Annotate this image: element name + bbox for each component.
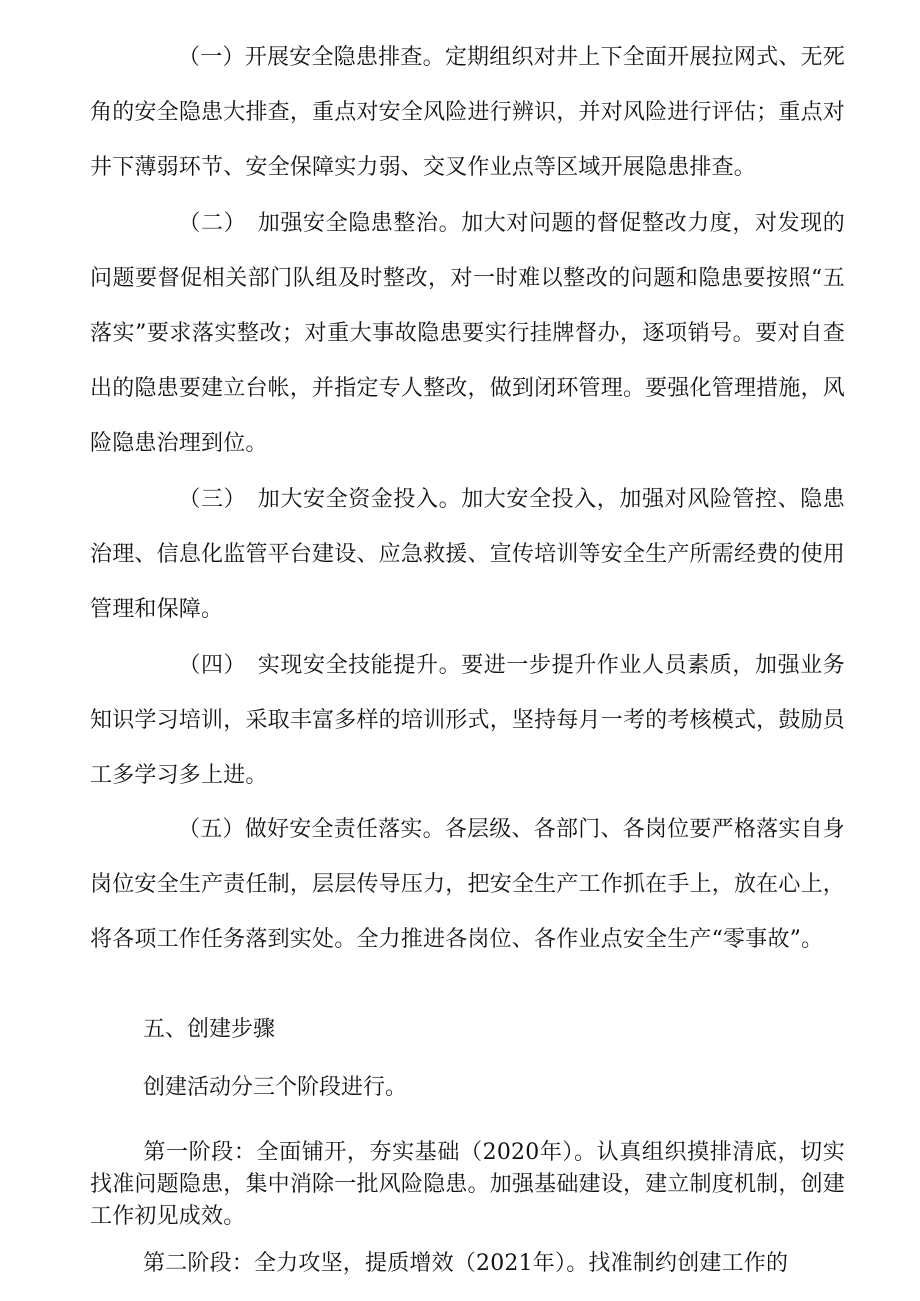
- paragraph-2: （二） 加强安全隐患整治。加大对问题的督促整改力度，对发现的问题要督促相关部门队组及时整改，对一时难以整改的问题和隐患要按照“五落实”要求落实整改；对重大事故隐患要实行挂牌督办，逐项销号。要对自查出的隐患要建立台帐，并指定专人整改，做到闭环管理。要强化管理措施，风险隐患治理到位。: [90, 211, 845, 456]
- stage-2-paragraph: 第二阶段：全力攻坚，提质增效（2021年）。找准制约创建工作的: [143, 1251, 789, 1276]
- paragraph-4: （四） 实现安全技能提升。要进一步提升作业人员素质，加强业务知识学习培训，采取丰富多样的培训形式，坚持每月一考的考核模式，鼓励员工多学习多上进。: [90, 653, 845, 788]
- intro-text: 创建活动分三个阶段进行。: [143, 1075, 408, 1100]
- section-heading: 五、创建步骤: [143, 1017, 276, 1042]
- stage-1-paragraph: 第一阶段：全面铺开，夯实基础（2020年）。认真组织摸排清底，切实找准问题隐患，集中消除一批风险隐患。加强基础建设，建立制度机制，创建工作初见成效。: [90, 1140, 845, 1229]
- paragraph-1: （一）开展安全隐患排查。定期组织对井上下全面开展拉网式、无死角的安全隐患大排查，重点对安全风险进行辨识，并对风险进行评估；重点对井下薄弱环节、安全保障实力弱、交叉作业点等区域开展隐患排查。: [90, 45, 845, 180]
- paragraph-3: （三） 加大安全资金投入。加大安全投入，加强对风险管控、隐患治理、信息化监管平台建设、应急救援、宣传培训等安全生产所需经费的使用管理和保障。: [90, 487, 845, 622]
- paragraph-5: （五）做好安全责任落实。各层级、各部门、各岗位要严格落实自身岗位安全生产责任制，层层传导压力，把安全生产工作抓在手上，放在心上，将各项工作任务落到实处。全力推进各岗位、各作业点安全生产“零事故”。: [90, 817, 845, 952]
